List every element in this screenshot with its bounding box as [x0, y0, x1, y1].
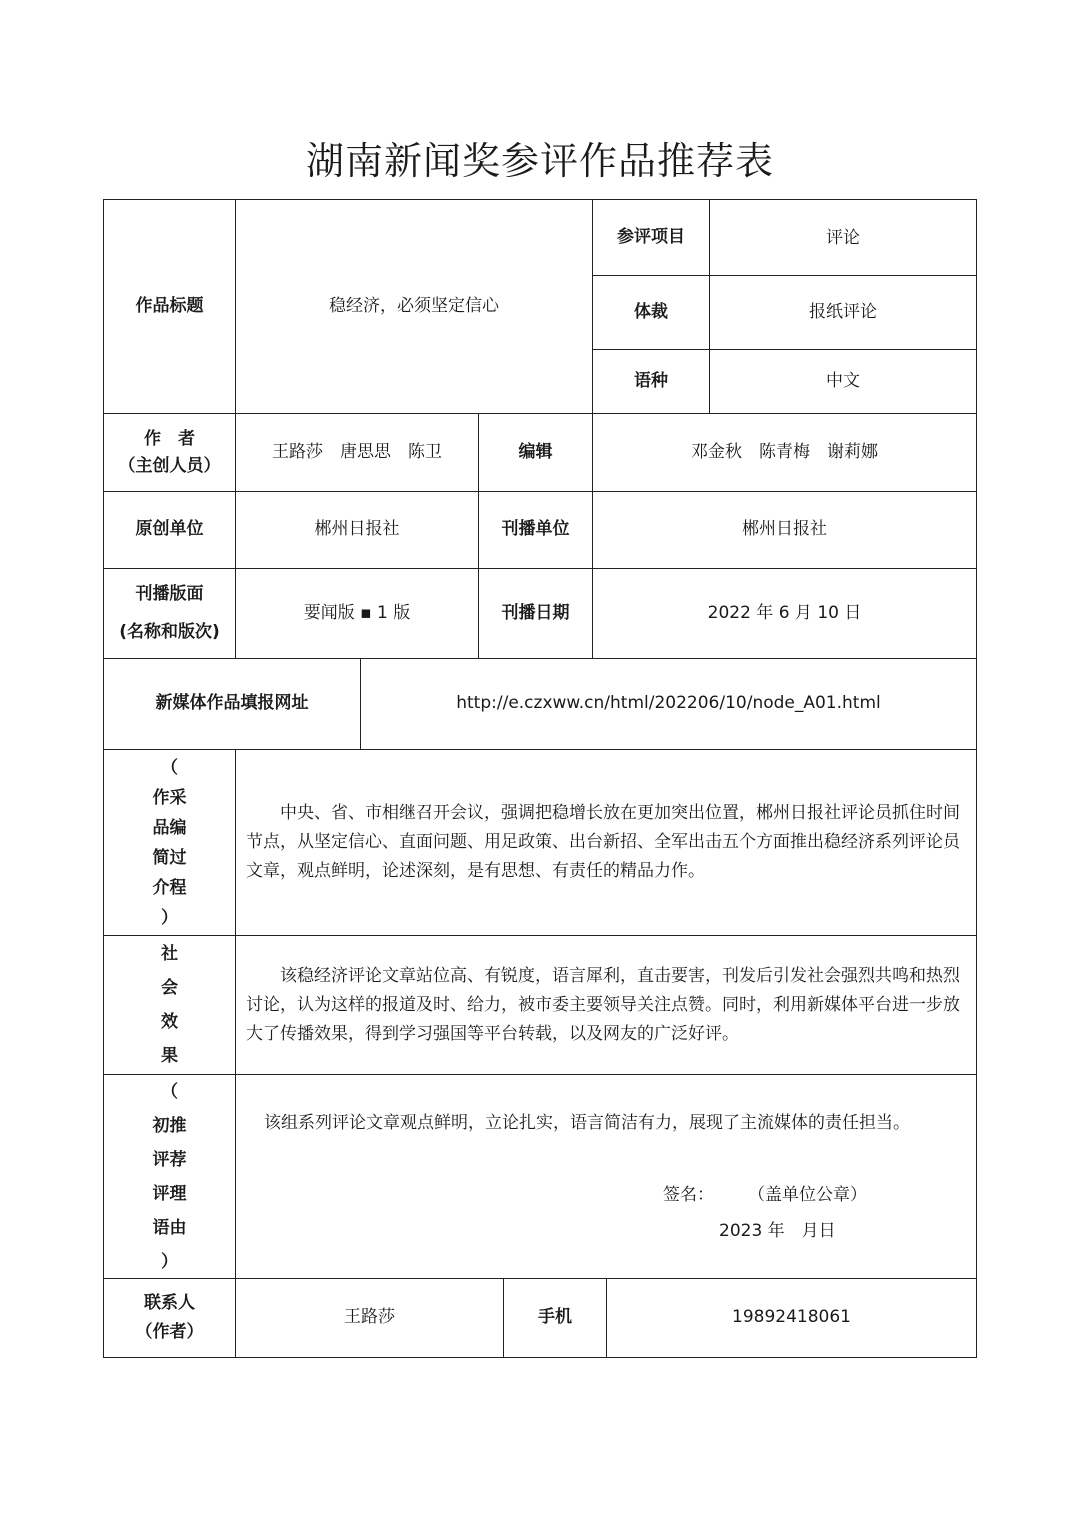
contact-label	[103, 1278, 236, 1358]
process-label-line: （	[161, 757, 178, 778]
process-label-line: 品编	[152, 817, 187, 838]
reason-box	[235, 1074, 977, 1279]
category-value: 评论	[709, 199, 977, 276]
effect-label-line: 会	[161, 978, 178, 998]
reason-sign: 签名： （盖单位公章）	[663, 1185, 867, 1205]
phone-label: 手机	[503, 1278, 607, 1358]
process-text: 中央、省、市相继召开会议，强调把稳增长放在更加突出位置，郴州日报社评论员抓住时间节点，从坚定信心、直面问题、用足政策、出台新招、全军出击五个方面推出稳经济系列评论员文章，观点鲜明，论述深刻，是有思想、有责任的精品力作。	[235, 749, 977, 936]
language-value: 中文	[709, 349, 977, 414]
work-title-label: 作品标题	[103, 199, 236, 414]
page-title: 湖南新闻奖参评作品推荐表	[305, 139, 774, 183]
author-value: 王路莎 唐思思 陈卫	[235, 413, 479, 492]
author-label	[103, 413, 236, 492]
author-label-line1: 作 者	[144, 429, 195, 450]
effect-text: 该稳经济评论文章站位高、有锐度，语言犀利，直击要害，刊发后引发社会强烈共鸣和热烈讨论，认为这样的报道及时、给力，被市委主要领导关注点赞。同时，利用新媒体平台进一步放大了传播效果，得到学习强国等平台转载，以及网友的广泛好评。	[235, 935, 977, 1075]
language-label: 语种	[592, 349, 710, 414]
reason-text: 该组系列评论文章观点鲜明，立论扎实，语言简洁有力，展现了主流媒体的责任担当。	[264, 1113, 910, 1133]
editor-value: 邓金秋 陈青梅 谢莉娜	[592, 413, 977, 492]
process-label-line: 作采	[152, 787, 187, 808]
effect-label-line: 果	[161, 1046, 178, 1066]
reason-date: 2023 年 月日	[719, 1221, 836, 1241]
reason-label-line: 评荐	[152, 1149, 187, 1170]
reason-label-line: ）	[161, 1251, 178, 1272]
publish-date-label: 刊播日期	[478, 568, 593, 659]
origin-unit-value: 郴州日报社	[235, 491, 479, 569]
genre-label: 体裁	[592, 275, 710, 350]
publish-unit-label: 刊播单位	[478, 491, 593, 569]
contact-label-line2: （作者）	[135, 1322, 204, 1342]
reason-label-line: 语由	[152, 1217, 187, 1238]
effect-label	[103, 935, 236, 1075]
publish-unit-value: 郴州日报社	[592, 491, 977, 569]
url-value: http://e.czxww.cn/html/202206/10/node_A01.html	[360, 658, 977, 750]
reason-label-line: 评理	[152, 1183, 187, 1204]
process-label-line: 介程	[152, 877, 187, 898]
editor-label: 编辑	[478, 413, 593, 492]
genre-value: 报纸评论	[709, 275, 977, 350]
process-label-line: ）	[161, 907, 178, 928]
page-label-line2: (名称和版次)	[119, 621, 220, 642]
effect-label-line: 效	[161, 1012, 178, 1032]
work-title-value: 稳经济，必须坚定信心	[235, 199, 593, 414]
contact-label-line1: 联系人	[144, 1293, 195, 1314]
reason-label	[103, 1074, 236, 1279]
reason-label-line: 初推	[152, 1115, 187, 1136]
publish-date-value: 2022 年 6 月 10 日	[592, 568, 977, 659]
page-label-line1: 刊播版面	[135, 584, 204, 605]
effect-label-line: 社	[161, 944, 178, 964]
contact-value: 王路莎	[235, 1278, 504, 1358]
process-label-line: 简过	[152, 847, 187, 868]
origin-unit-label: 原创单位	[103, 491, 236, 569]
category-label: 参评项目	[592, 199, 710, 276]
reason-label-line: （	[161, 1081, 178, 1102]
author-label-line2: （主创人员）	[118, 455, 221, 476]
process-label	[103, 749, 236, 936]
page-label	[103, 568, 236, 659]
page-value: 要闻版 ▪ 1 版	[235, 568, 479, 659]
phone-value: 19892418061	[606, 1278, 977, 1358]
url-label: 新媒体作品填报网址	[103, 658, 361, 750]
